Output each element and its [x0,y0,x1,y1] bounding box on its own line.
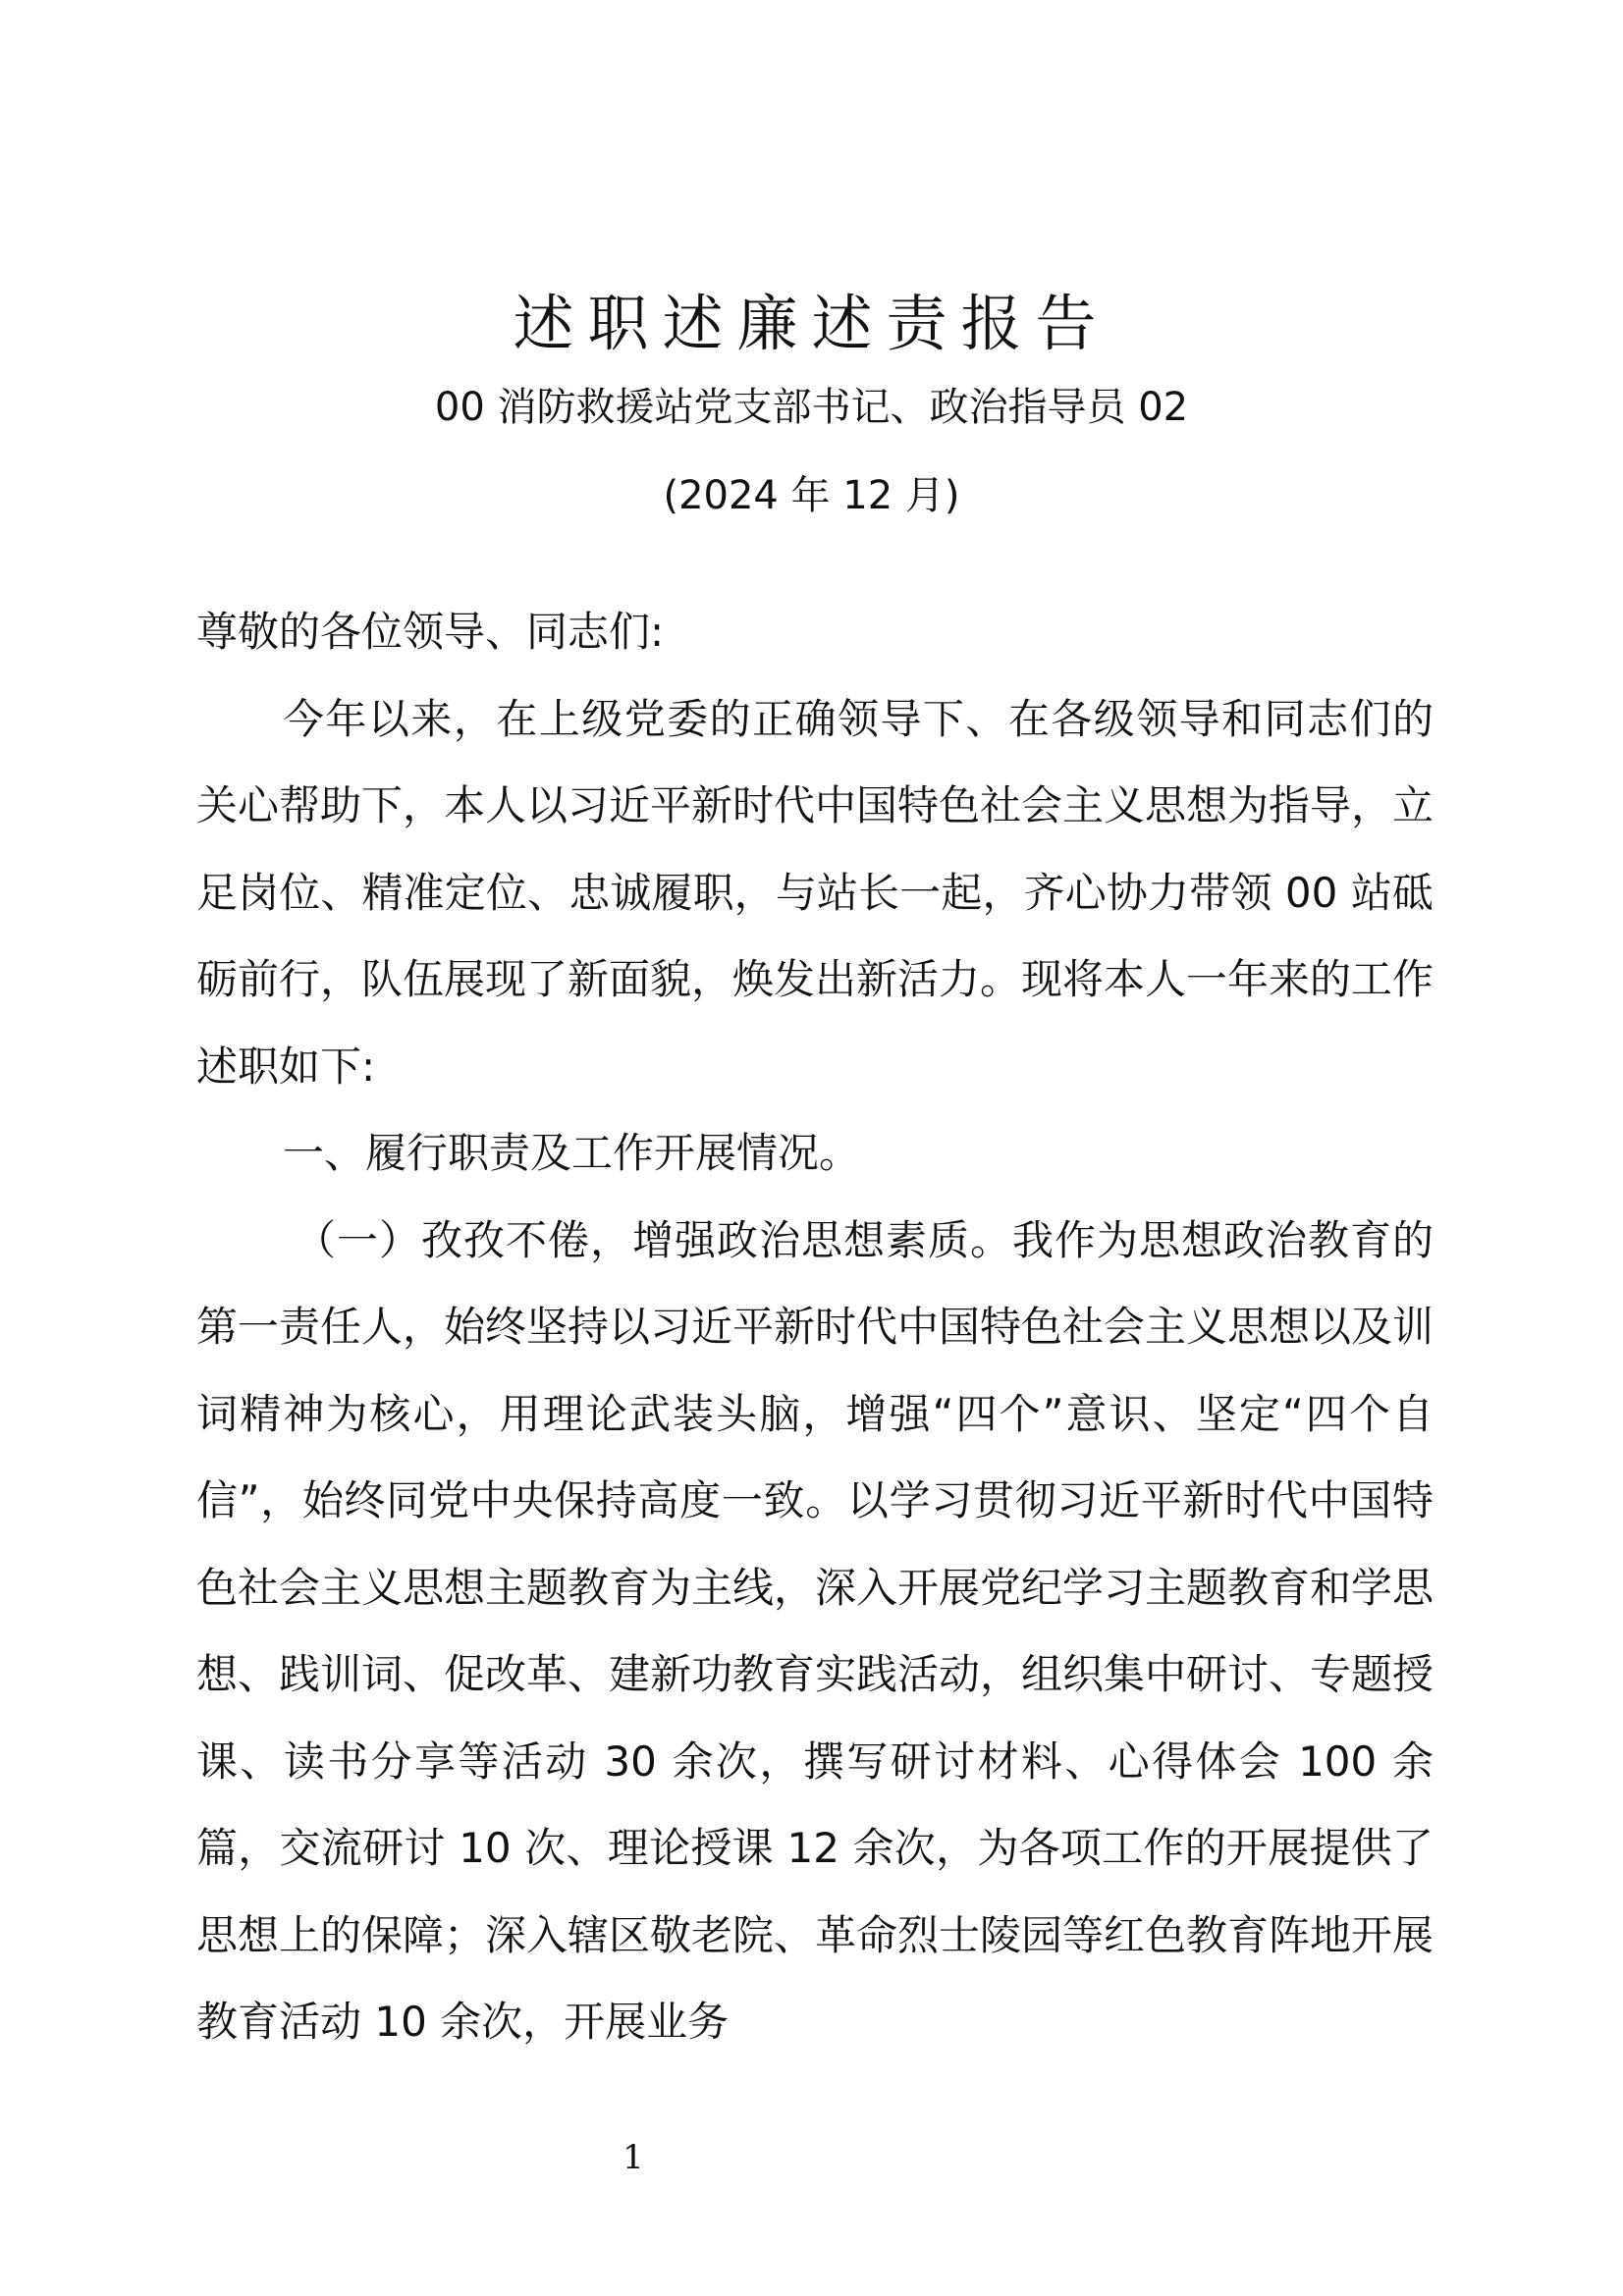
document-date: (2024 年 12 月) [663,473,960,518]
subsection-paragraph: （一）孜孜不倦，增强政治思想素质。我作为思想政治教育的第一责任人，始终坚持以习近平新时代中国特色社会主义思想以及训词精神为核心，用理论武装头脑，增强“四个”意识、坚定“四个自信”，始终同党中央保持高度一致。以学习贯彻习近平新时代中国特色社会主义思想主题教育为主线，深入开展党纪学习主题教育和学思想、践训词、促改革、建新功教育实践活动，组织集中研讨、专题授课、读书分享等活动 30 余次，撰写研讨材料、心得体会 100 余篇，交流研讨 10 次、理论授课 12 余次，为各项工作的开展提供了思想上的保障；深入辖区敬老院、革命烈士陵园等红色教育阵地开展教育活动 10 余次，开展业务 [196,1215,1434,2046]
page-number: 1 [622,2138,644,2177]
intro-paragraph: 今年以来，在上级党委的正确领导下、在各级领导和同志们的关心帮助下，本人以习近平新时代中国特色社会主义思想为指导，立足岗位、精准定位、忠诚履职，与站长一起，齐心协力带领 00 站砥砺前行，队伍展现了新面貌，焕发出新活力。现将本人一年来的工作述职如下: [196,694,1434,1091]
document-title: 述职述廉述责报告 [513,288,1110,359]
section-heading: 一、履行职责及工作开展情况。 [283,1129,861,1177]
document-subtitle: 00 消防救援站党支部书记、政治指导员 02 [434,385,1189,430]
greeting-paragraph: 尊敬的各位领导、同志们: [196,608,665,656]
document-body [196,589,1434,2066]
